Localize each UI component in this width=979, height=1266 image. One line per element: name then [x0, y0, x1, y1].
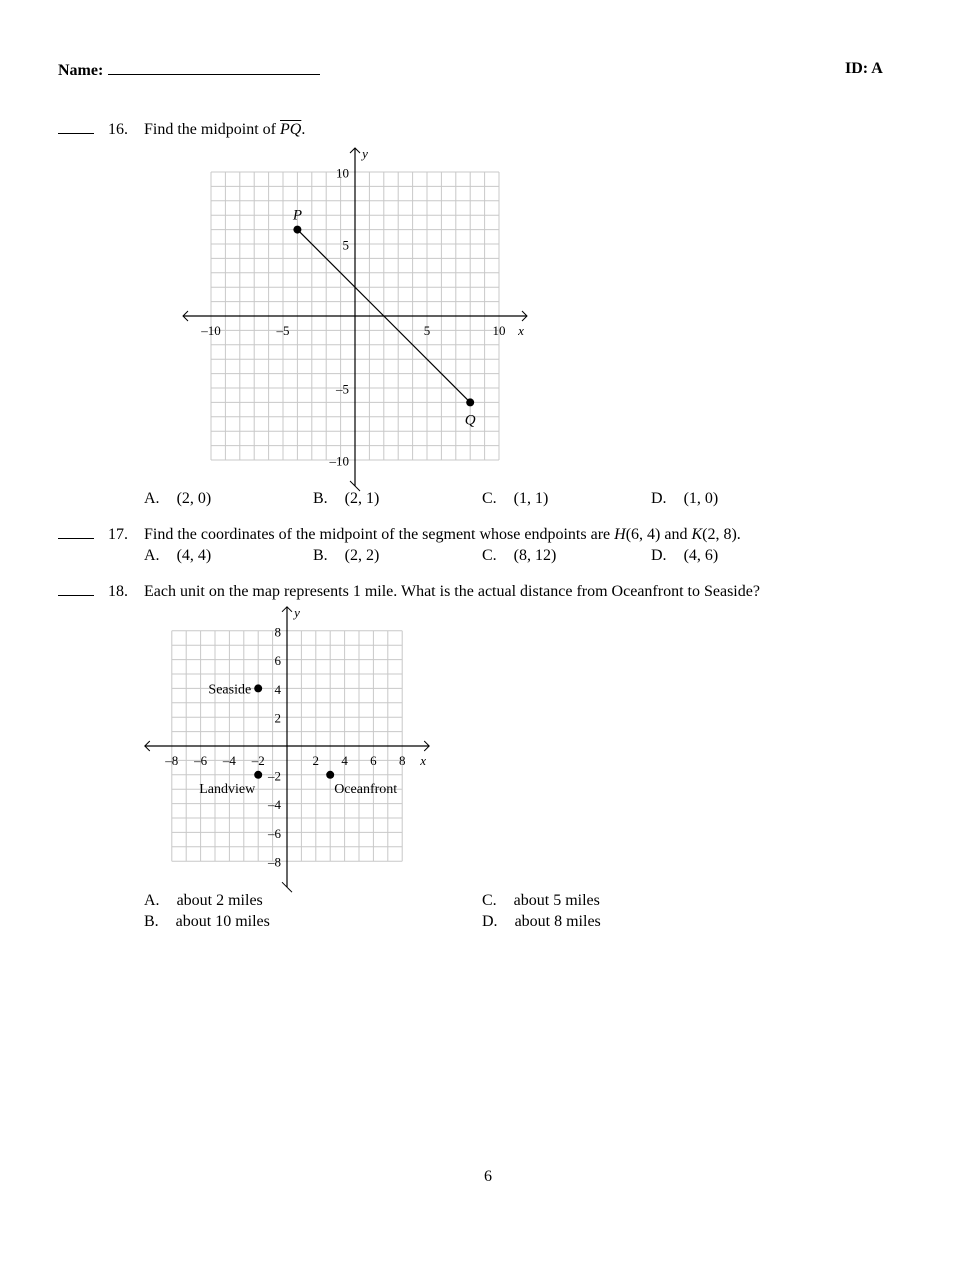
y-tick-label: 8 [274, 624, 281, 640]
x-tick-label: 8 [398, 753, 406, 768]
question-number-18: 18. [108, 583, 128, 600]
point-oceanfront [326, 771, 334, 779]
point-seaside [254, 684, 262, 692]
y-axis-label: y [294, 604, 300, 620]
x-tick-label: 5 [423, 323, 431, 338]
point-label-seaside: Seaside [208, 682, 252, 698]
x-tick-label: –6 [194, 753, 208, 768]
point-h-label: H [614, 526, 626, 543]
x-tick-label: 10 [492, 323, 506, 338]
y-tick-label: –8 [268, 854, 281, 870]
y-axis-label: y [362, 146, 368, 161]
prompt-end: . [301, 121, 306, 138]
question-prompt-17: Find the coordinates of the midpoint of the segment whose endpoints are H(6, 4) and K(2, 8). [144, 526, 741, 543]
x-tick-label: –4 [222, 753, 236, 768]
y-tick-label: 2 [274, 710, 281, 726]
choice-17-a[interactable]: A. (4, 4) [144, 547, 212, 564]
segment-label: $\overline{PQ}$ [280, 121, 302, 138]
choice-18-a[interactable]: A. about 2 miles [144, 892, 263, 909]
point-label-landview: Landview [199, 781, 256, 797]
id-label: ID: A [845, 60, 883, 77]
x-tick-label: –10 [201, 323, 221, 338]
x-tick-label: 2 [312, 753, 320, 768]
y-tick-label: 10 [336, 165, 349, 181]
point-k-label: K [691, 526, 703, 543]
y-tick-label: –10 [329, 453, 349, 469]
y-tick-label: 6 [274, 653, 281, 669]
choice-17-b[interactable]: B. (2, 2) [313, 547, 380, 564]
y-tick-label: –6 [268, 825, 281, 841]
x-tick-label: –2 [251, 753, 265, 768]
x-tick-label: 6 [370, 753, 377, 768]
x-tick-label: –8 [165, 753, 179, 768]
choice-16-a[interactable]: A. (2, 0) [144, 490, 212, 507]
x-tick-label: –5 [276, 323, 290, 338]
y-tick-label: –2 [268, 768, 281, 784]
name-label: Name: [58, 62, 104, 79]
point-label-q: Q [464, 412, 476, 429]
question-prompt-18: Each unit on the map represents 1 mile. What is the actual distance from Oceanfront to Seaside? [144, 583, 760, 600]
point-label-oceanfront: Oceanfront [334, 781, 398, 797]
point-label-p: P [292, 207, 302, 224]
choice-18-d[interactable]: D. about 8 miles [482, 913, 601, 930]
page-number: 6 [484, 1168, 492, 1185]
choice-17-c[interactable]: C. (8, 12) [482, 547, 557, 564]
choice-18-b[interactable]: B. about 10 miles [144, 913, 270, 930]
x-tick-label: 4 [341, 753, 348, 768]
question-number-16: 16. [108, 121, 128, 138]
question-number-17: 17. [108, 526, 128, 543]
choice-16-c[interactable]: C. (1, 1) [482, 490, 549, 507]
x-axis-label: x [420, 753, 427, 768]
choice-17-d[interactable]: D. (4, 6) [651, 547, 719, 564]
choice-16-b[interactable]: B. (2, 1) [313, 490, 380, 507]
prompt-text: Find the midpoint of [144, 121, 280, 138]
choice-18-c[interactable]: C. about 5 miles [482, 892, 600, 909]
point-landview [254, 771, 262, 779]
x-axis-label: x [518, 323, 524, 338]
y-tick-label: –5 [336, 381, 349, 397]
y-tick-label: 5 [342, 237, 349, 253]
choice-16-d[interactable]: D. (1, 0) [651, 490, 719, 507]
y-tick-label: –4 [268, 797, 281, 813]
y-tick-label: 4 [274, 681, 281, 697]
